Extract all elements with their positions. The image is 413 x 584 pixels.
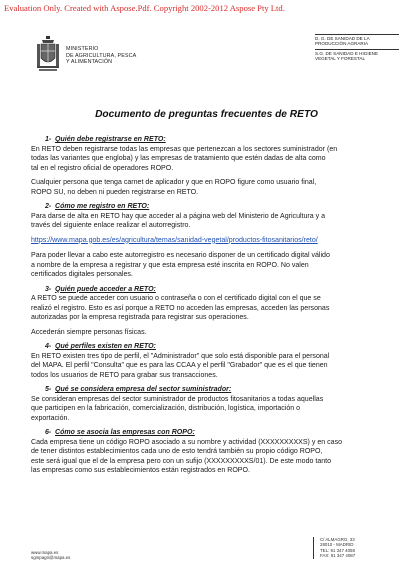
directorate-line: PRODUCCIÓN AGRARIA	[315, 41, 369, 47]
paragraph	[31, 212, 388, 231]
section-title: Cómo se asocia las empresas con ROPO:	[55, 429, 195, 436]
footer-fax: FAX: 91 347 4087	[320, 553, 356, 559]
ministry-line: Y ALIMENTACIÓN	[66, 59, 113, 66]
paragraph	[31, 395, 388, 424]
text-line: certificados digitales personales.	[31, 271, 133, 278]
text-line: este será igual que el de la empresa pero con un sufijo (XXXXXXXXXS/01). De este modo tanto	[31, 457, 332, 465]
text-line: En RETO existen tres tipo de perfil, el "Administrador" que solo está disponible para el personal	[31, 352, 330, 360]
section-title: Quién debe registrarse en RETO:	[55, 136, 166, 143]
text-line: realizó el registro. Esto es así porque a RETO no acceden las empresas, acceden las personas	[31, 304, 330, 312]
directorate-block	[315, 34, 399, 64]
text-line: del MAPA. El perfil "Consulta" que es para las CCAA y el perfil "Grabador" que es el que tienen	[31, 362, 328, 369]
section-number: 4-	[45, 343, 52, 350]
section-heading	[45, 385, 388, 395]
text-line: de tener distintos establecimientos cada uno de esto tendrá también su propio código ROPO,	[31, 448, 323, 455]
subdirectorate-line: VEGETAL Y FORESTAL	[315, 56, 366, 62]
section-heading	[45, 202, 388, 212]
paragraph	[31, 251, 388, 280]
section-title: Cómo me registro en RETO:	[55, 203, 150, 210]
section-heading	[45, 428, 388, 438]
section-heading	[45, 285, 388, 295]
text-line: En RETO deben registrarse todas las empresas que pertenezcan a los sectores suministrador (en	[31, 145, 338, 153]
text-line: todos los usuarios de RETO para grabar sus transacciones.	[31, 371, 218, 379]
text-line: exportación.	[31, 414, 70, 422]
evaluation-watermark: Evaluation Only. Created with Aspose.Pdf. Copyright 2002-2012 Aspose Pty Ltd.	[4, 3, 285, 13]
section-number: 5-	[45, 386, 52, 393]
ministry-name	[66, 46, 136, 66]
footer-address	[313, 537, 400, 559]
text-line: Cada empresa tiene un código ROPO asociado a su nombre y actividad (XXXXXXXXXS) y en caso	[31, 438, 343, 446]
text-line: autorizadas por la empresa registrada para registrar sus operaciones.	[31, 314, 249, 321]
document-body	[31, 131, 388, 481]
text-line: tal en el registro oficial de operadores ROPO.	[31, 164, 174, 172]
footer-phone: TEL: 91 347 4058	[320, 547, 355, 553]
directorate-line: D. G. DE SANIDAD DE LA	[315, 36, 370, 41]
paragraph	[31, 178, 388, 197]
section-number: 3-	[45, 285, 52, 293]
paragraph	[31, 145, 388, 174]
text-line: través del siguiente enlace realizar el autorregistro.	[31, 222, 191, 229]
section-number: 1-	[45, 136, 52, 143]
text-line: Cualquier persona que tenga carnet de aplicador y que en ROPO figure como usuario final,	[31, 179, 317, 186]
reto-registration-link[interactable]: https://www.mapa.gob.es/es/agricultura/temas/sanidad-vegetal/productos-fitosanitarios/reto/	[31, 236, 318, 244]
footer-website: www.mapa.es	[31, 550, 59, 555]
footer-address-line: 28010 - MADRID	[320, 542, 354, 548]
footer-email: sgmpagri@mapa.es	[31, 555, 71, 561]
section-title: Qué se considera empresa del sector suministrador:	[55, 386, 232, 393]
text-line: que participen en la fabricación, comercialización, distribución, logística, importación o	[31, 405, 301, 412]
text-line: ROPO SU, no deben ni pueden registrarse en RETO.	[31, 188, 199, 196]
paragraph	[31, 352, 388, 381]
section-number: 2-	[45, 203, 52, 210]
text-line: Se consideran empresas del sector suministrador de productos fitosanitarios a todas aquellas	[31, 395, 324, 403]
text-line: todas las variantes que engloba) y las empresas de tratamiento que estén dadas de alta como	[31, 155, 326, 162]
paragraph	[31, 328, 388, 338]
text-line: a nombre de la empresa a registrar y que esta empresa esté inscrita en ROPO. No valen	[31, 261, 309, 269]
ministry-line: MINISTERIO	[66, 46, 99, 52]
text-line: Para poder llevar a cabo este autorregistro es necesario disponer de un certificado digital válido	[31, 252, 330, 259]
text-line: Accederán siempre personas físicas.	[31, 328, 147, 336]
section-number: 6-	[45, 429, 52, 436]
section-title: Qué perfiles existen en RETO:	[55, 343, 156, 350]
section-heading	[45, 135, 388, 145]
section-title: Quién puede acceder a RETO:	[55, 285, 156, 293]
footer-address-line: C/ ALMAGRO, 33	[320, 537, 355, 542]
text-line: las empresas como sus establecimientos están registrados en ROPO.	[31, 467, 250, 474]
coat-of-arms-logo	[37, 36, 59, 72]
text-line: Para darse de alta en RETO hay que acceder al a página web del Ministerio de Agricultura y a	[31, 212, 326, 220]
document-title: Documento de preguntas frecuentes de RETO	[95, 109, 318, 120]
text-line: A RETO se puede acceder con usuario o contraseña o con el certificado digital con el que se	[31, 295, 321, 302]
section-heading	[45, 342, 388, 352]
ministry-line: DE AGRICULTURA, PESCA	[66, 52, 137, 59]
subdirectorate-line: S.G. DE SANIDAD E HIGIENE	[315, 50, 379, 56]
footer-contact-web	[31, 550, 70, 560]
paragraph	[31, 438, 388, 476]
paragraph	[31, 294, 388, 323]
